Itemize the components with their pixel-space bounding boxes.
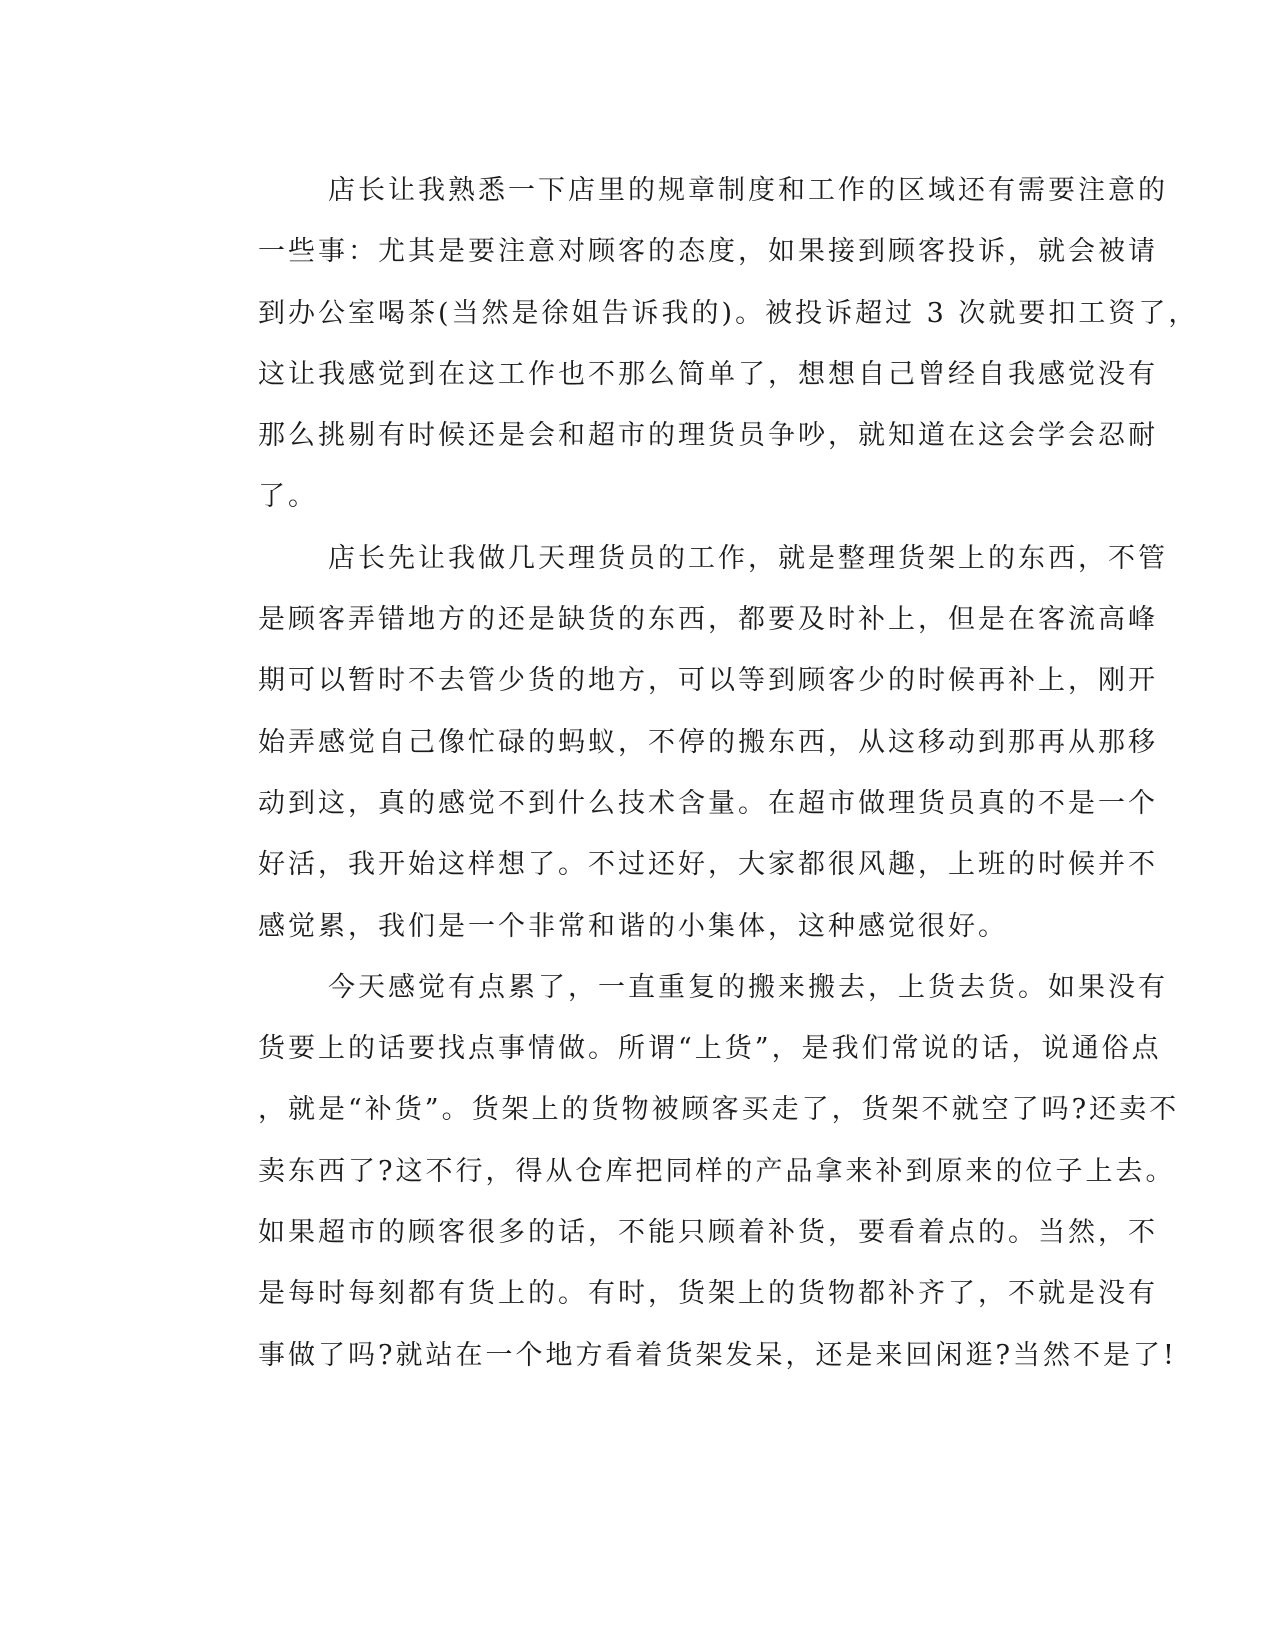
paragraph-1 <box>188 160 1199 528</box>
text-line: 感觉累，我们是一个非常和谐的小集体，这种感觉很好。 <box>258 910 1008 942</box>
text-line: 货要上的话要找点事情做。所谓“上货”，是我们常说的话，说通俗点 <box>258 1033 1162 1065</box>
text-line: 今天感觉有点累了，一直重复的搬来搬去，上货去货。如果没有 <box>328 971 1168 1003</box>
text-line: 到办公室喝茶(当然是徐姐告诉我的)。被投诉超过 3 次就要扣工资了， <box>258 297 1199 329</box>
text-line: 始弄感觉自己像忙碌的蚂蚁，不停的搬东西，从这移动到那再从那移 <box>258 726 1158 758</box>
text-line: 是顾客弄错地方的还是缺货的东西，都要及时补上，但是在客流高峰 <box>258 604 1158 636</box>
text-line: 那么挑剔有时候还是会和超市的理货员争吵，就知道在这会学会忍耐 <box>258 420 1158 452</box>
text-line: 一些事：尤其是要注意对顾客的态度，如果接到顾客投诉，就会被请 <box>258 236 1158 268</box>
text-line: 这让我感觉到在这工作也不那么简单了，想想自己曾经自我感觉没有 <box>258 358 1158 390</box>
text-line: 事做了吗?就站在一个地方看着货架发呆，还是来回闲逛?当然不是了! <box>258 1339 1177 1371</box>
text-line: 如果超市的顾客很多的话，不能只顾着补货，要看着点的。当然，不 <box>258 1217 1158 1249</box>
text-line: 是每时每刻都有货上的。有时，货架上的货物都补齐了，不就是没有 <box>258 1278 1158 1310</box>
text-line: 了。 <box>258 481 318 513</box>
paragraph-2 <box>188 528 1168 957</box>
text-line: 店长先让我做几天理货员的工作，就是整理货架上的东西，不管 <box>328 542 1168 574</box>
document-body <box>188 160 1199 1386</box>
text-line: 期可以暂时不去管少货的地方，可以等到顾客少的时候再补上，刚开 <box>258 665 1158 697</box>
text-line: 动到这，真的感觉不到什么技术含量。在超市做理货员真的不是一个 <box>258 787 1158 819</box>
text-line: 店长让我熟悉一下店里的规章制度和工作的区域还有需要注意的 <box>328 175 1168 206</box>
text-line: 好活，我开始这样想了。不过还好，大家都很风趣，上班的时候并不 <box>258 849 1158 881</box>
text-line: ，就是“补货”。货架上的货物被顾客买走了，货架不就空了吗?还卖不 <box>258 1094 1180 1126</box>
text-line: 卖东西了?这不行，得从仓库把同样的产品拿来补到原来的位子上去。 <box>258 1155 1176 1187</box>
paragraph-3 <box>188 957 1180 1386</box>
